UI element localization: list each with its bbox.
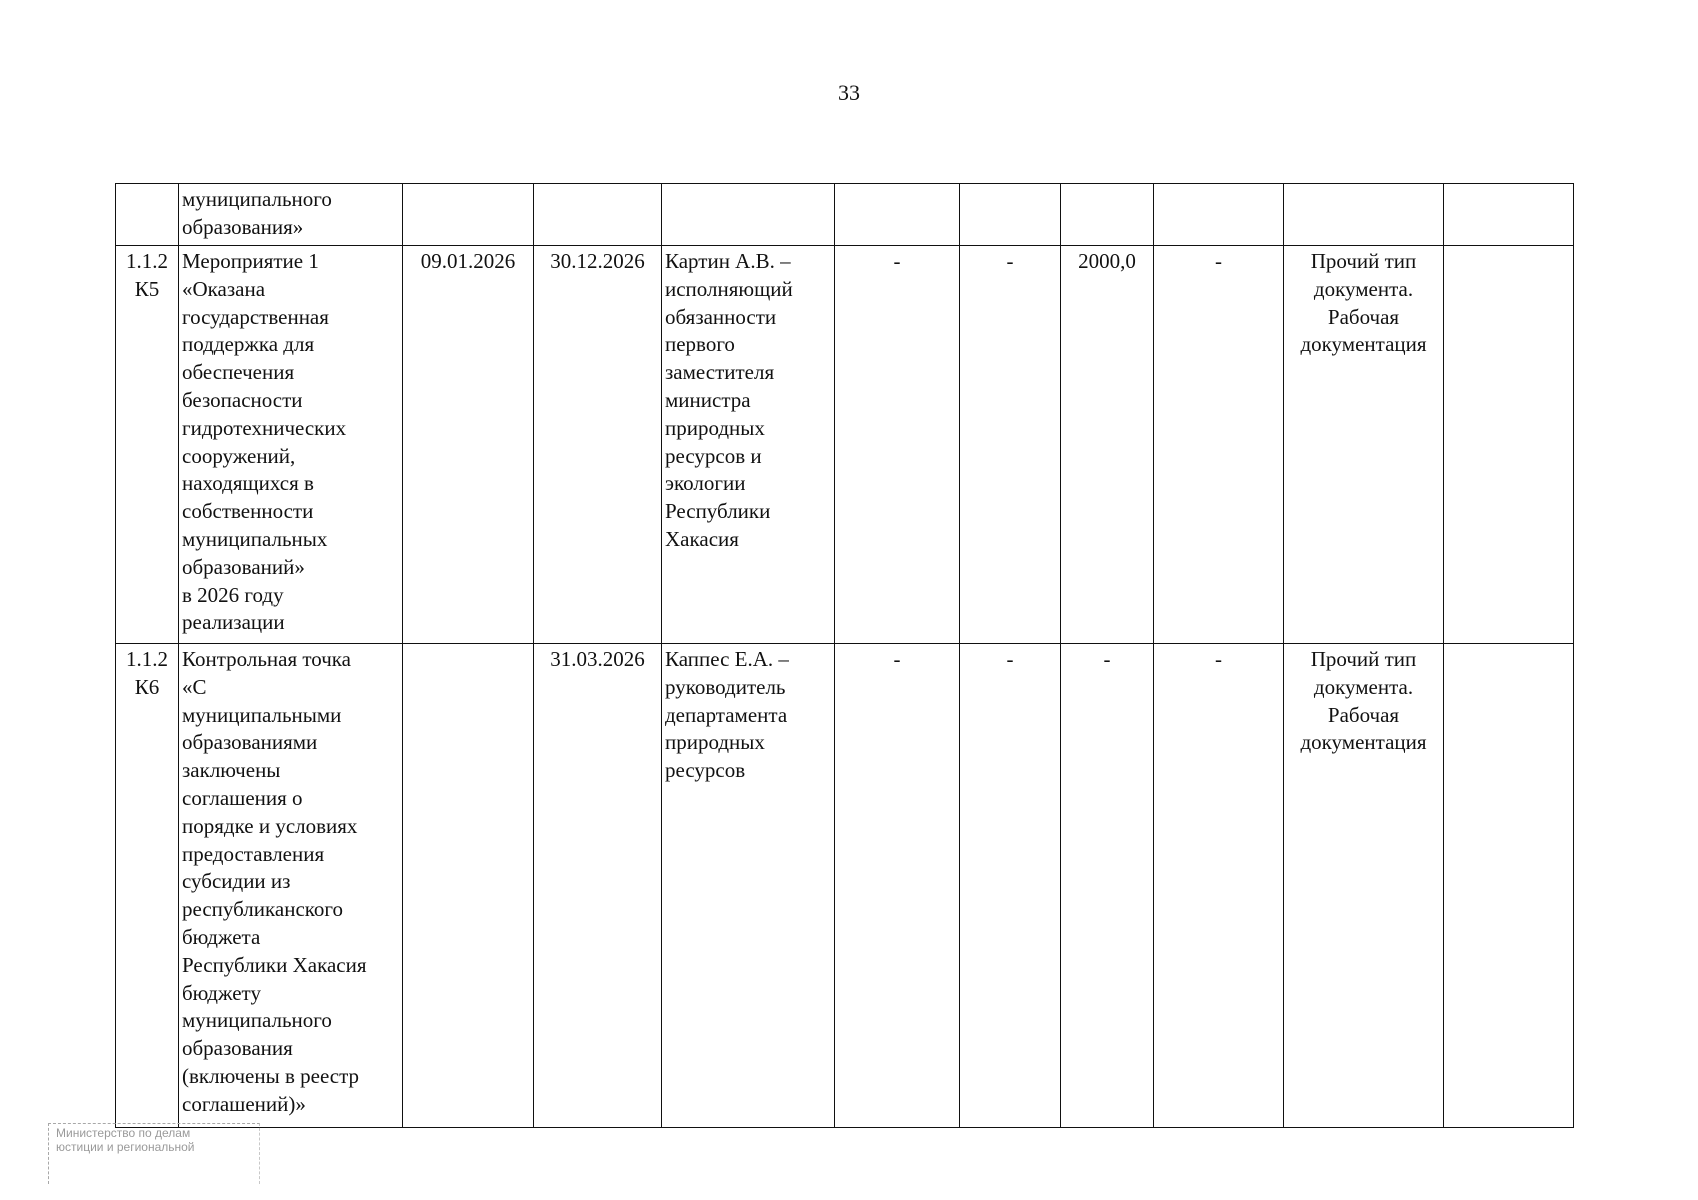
value-1: - bbox=[835, 644, 960, 1128]
registration-stamp bbox=[48, 1123, 258, 1187]
last-cell bbox=[1444, 246, 1574, 644]
value-2: - bbox=[960, 246, 1061, 644]
value-4: - bbox=[1154, 644, 1284, 1128]
page-number: 33 bbox=[838, 80, 860, 105]
value-4: - bbox=[1154, 246, 1284, 644]
responsible-person bbox=[662, 184, 835, 246]
plan-table bbox=[115, 183, 1574, 1128]
row-number: 1.1.2 К5 bbox=[116, 246, 179, 644]
row-number: 1.1.2 К6 bbox=[116, 644, 179, 1128]
end-date bbox=[534, 184, 662, 246]
value-3: - bbox=[1061, 644, 1154, 1128]
value-2: - bbox=[960, 644, 1061, 1128]
value-1 bbox=[835, 184, 960, 246]
table-row bbox=[116, 644, 1574, 1128]
end-date: 31.03.2026 bbox=[534, 644, 662, 1128]
document-type: Прочий тип документа. Рабочая документация bbox=[1284, 246, 1444, 644]
value-3 bbox=[1061, 184, 1154, 246]
responsible-person: Картин А.В. – исполняющий обязанности первого заместителя министра природных ресурсов и экологии Республики Хакасия bbox=[662, 246, 835, 644]
row-number bbox=[116, 184, 179, 246]
start-date bbox=[403, 184, 534, 246]
table-row bbox=[116, 184, 1574, 246]
start-date: 09.01.2026 bbox=[403, 246, 534, 644]
value-3: 2000,0 bbox=[1061, 246, 1154, 644]
row-title: муниципального образования» bbox=[179, 184, 403, 246]
document-type: Прочий тип документа. Рабочая документация bbox=[1284, 644, 1444, 1128]
end-date: 30.12.2026 bbox=[534, 246, 662, 644]
table-row bbox=[116, 246, 1574, 644]
row-title: Мероприятие 1 «Оказана государственная поддержка для обеспечения безопасности гидротехнических сооружений, находящихся в собственности муниципальных образований» в 2026 году реализации bbox=[179, 246, 403, 644]
value-4 bbox=[1154, 184, 1284, 246]
responsible-person: Каппес Е.А. – руководитель департамента природных ресурсов bbox=[662, 644, 835, 1128]
value-1: - bbox=[835, 246, 960, 644]
start-date bbox=[403, 644, 534, 1128]
row-title: Контрольная точка «С муниципальными образованиями заключены соглашения о порядке и условиях предоставления субсидии из республиканского бюджета Республики Хакасия бюджету муниципального образования (включены в реестр соглашений)» bbox=[179, 644, 403, 1128]
last-cell bbox=[1444, 184, 1574, 246]
last-cell bbox=[1444, 644, 1574, 1128]
stamp-text: Министерство по делам юстиции и региональной bbox=[56, 1126, 195, 1154]
value-2 bbox=[960, 184, 1061, 246]
document-type bbox=[1284, 184, 1444, 246]
